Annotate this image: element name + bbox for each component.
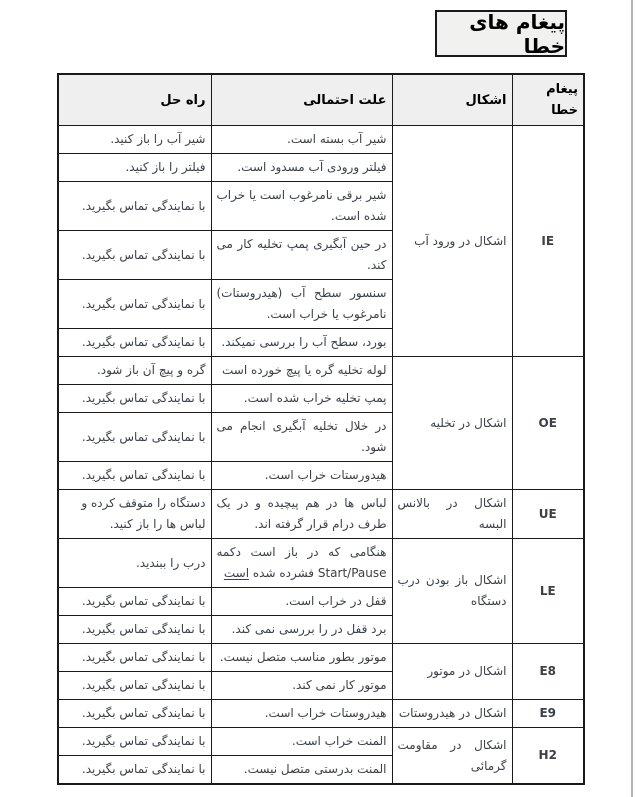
cause-cell: هیدروستات خراب است. <box>211 700 392 728</box>
cause-cell: در خلال تخلیه آبگیری انجام می شود. <box>211 413 392 462</box>
table-row <box>58 539 584 588</box>
column-header-solution: راه حل <box>58 74 211 126</box>
cause-cell: قفل در خراب است. <box>211 588 392 616</box>
error-code-cell: E9 <box>512 700 584 728</box>
problem-cell: اشکال در بالانس البسه <box>392 490 512 539</box>
cause-cell: برد قفل در را بررسی نمی کند. <box>211 616 392 644</box>
problem-cell: اشکال در مقاومت گرمائی <box>392 728 512 785</box>
problem-cell: اشکال باز بودن درب دستگاه <box>392 539 512 644</box>
page-edge-divider <box>631 0 633 797</box>
error-code-cell: E8 <box>512 644 584 700</box>
column-header-problem: اشکال <box>392 74 512 126</box>
solution-cell: با نمایندگی تماس بگیرید. <box>58 385 211 413</box>
cause-cell: لوله تخلیه گره یا پیچ خورده است <box>211 357 392 385</box>
table-row <box>58 700 584 728</box>
error-messages-table <box>57 73 585 785</box>
solution-cell: فیلتر را باز کنید. <box>58 154 211 182</box>
cause-cell: شیر آب بسته است. <box>211 126 392 154</box>
problem-cell: اشکال در تخلیه <box>392 357 512 490</box>
solution-cell: با نمایندگی تماس بگیرید. <box>58 588 211 616</box>
problem-cell: اشکال در هیدروستات <box>392 700 512 728</box>
cause-cell: در حین آبگیری پمپ تخلیه کار می کند. <box>211 231 392 280</box>
table-row <box>58 728 584 756</box>
solution-cell: با نمایندگی تماس بگیرید. <box>58 700 211 728</box>
page-title: پیغام های خطا <box>469 9 565 58</box>
solution-cell: دستگاه را متوقف کرده و لباس ها را باز کنید. <box>58 490 211 539</box>
solution-cell: با نمایندگی تماس بگیرید. <box>58 644 211 672</box>
solution-cell: با نمایندگی تماس بگیرید. <box>58 462 211 490</box>
underlined-word: است <box>223 566 250 580</box>
header-row <box>58 74 584 126</box>
solution-cell: با نمایندگی تماس بگیرید. <box>58 756 211 785</box>
cause-cell: موتور بطور مناسب متصل نیست. <box>211 644 392 672</box>
solution-cell: با نمایندگی تماس بگیرید. <box>58 728 211 756</box>
solution-cell: با نمایندگی تماس بگیرید. <box>58 413 211 462</box>
column-header-error-code: پیغام خطا <box>512 74 584 126</box>
solution-cell: با نمایندگی تماس بگیرید. <box>58 672 211 700</box>
cause-cell: شیر برقی نامرغوب است یا خراب شده است. <box>211 182 392 231</box>
solution-cell: گره و پیچ آن باز شود. <box>58 357 211 385</box>
cause-cell: فیلتر ورودی آب مسدود است. <box>211 154 392 182</box>
error-code-cell: LE <box>512 539 584 644</box>
problem-cell: اشکال در ورود آب <box>392 126 512 357</box>
solution-cell: با نمایندگی تماس بگیرید. <box>58 280 211 329</box>
column-header-cause: علت احتمالی <box>211 74 392 126</box>
solution-cell: درب را ببندید. <box>58 539 211 588</box>
cause-cell: لباس ها در هم پیچیده و در یک طرف درام قرار گرفته اند. <box>211 490 392 539</box>
solution-cell: با نمایندگی تماس بگیرید. <box>58 329 211 357</box>
cause-cell: موتور کار نمی کند. <box>211 672 392 700</box>
solution-cell: با نمایندگی تماس بگیرید. <box>58 182 211 231</box>
cause-cell: بورد، سطح آب را بررسی نمیکند. <box>211 329 392 357</box>
error-code-cell: OE <box>512 357 584 490</box>
cause-cell: پمپ تخلیه خراب شده است. <box>211 385 392 413</box>
table-row <box>58 490 584 539</box>
problem-cell: اشکال در موتور <box>392 644 512 700</box>
table-row <box>58 126 584 154</box>
cause-cell: هیدورستات خراب است. <box>211 462 392 490</box>
cause-cell: هنگامی که در باز است دکمه Start/Pause فشرده شده است <box>211 539 392 588</box>
cause-cell: سنسور سطح آب (هیدروستات) نامرغوب یا خراب است. <box>211 280 392 329</box>
cause-cell: المنت خراب است. <box>211 728 392 756</box>
solution-cell: با نمایندگی تماس بگیرید. <box>58 616 211 644</box>
solution-cell: با نمایندگی تماس بگیرید. <box>58 231 211 280</box>
error-code-cell: H2 <box>512 728 584 785</box>
table-row <box>58 357 584 385</box>
page-title-box <box>435 10 567 57</box>
error-code-cell: UE <box>512 490 584 539</box>
table-row <box>58 644 584 672</box>
cause-cell: المنت بدرستی متصل نیست. <box>211 756 392 785</box>
solution-cell: شیر آب را باز کنید. <box>58 126 211 154</box>
error-code-cell: IE <box>512 126 584 357</box>
